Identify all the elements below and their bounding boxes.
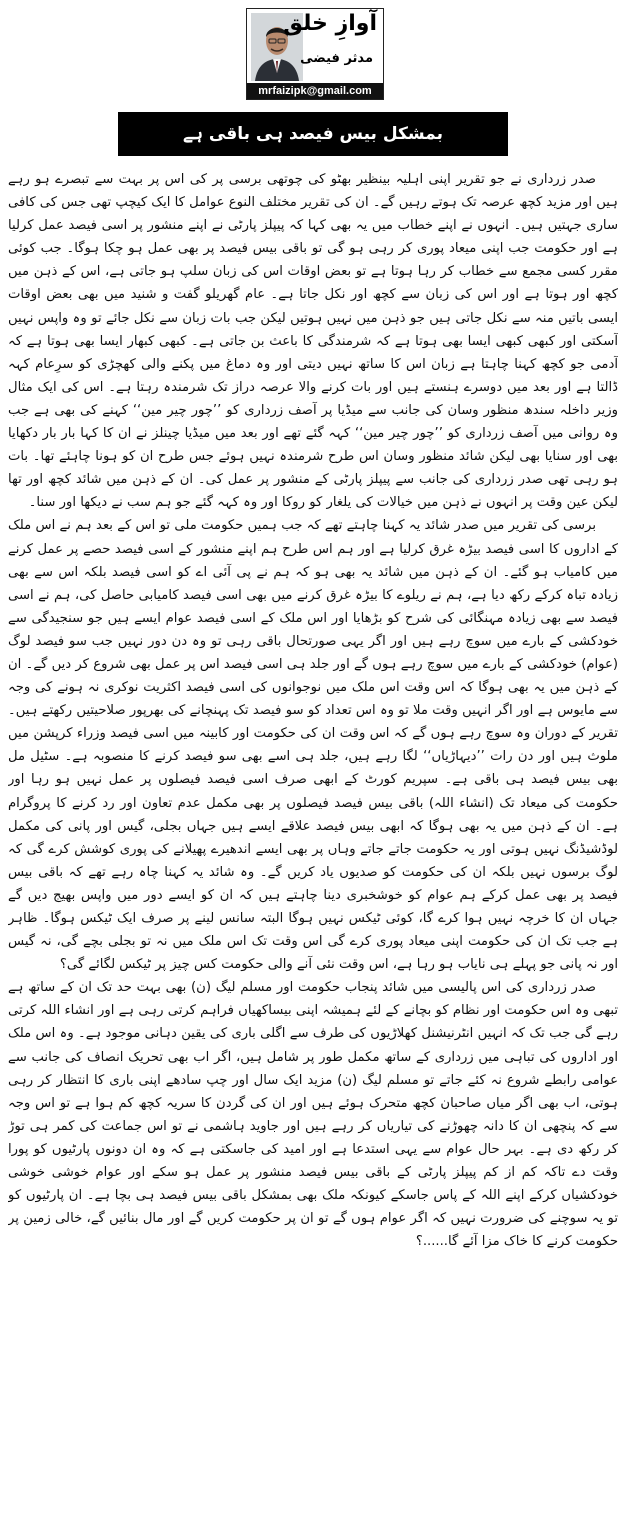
article-body bbox=[8, 168, 618, 1513]
column-header bbox=[246, 8, 384, 100]
paragraph: صدر زرداری کی اس پالیسی میں شائد پنجاب حکومت اور مسلم لیگ (ن) بھی بہت حد تک ان کے ساتھ ہے تبھی وہ اس حکومت اور نظام کو بچانے کے لئے ہمیشہ اپنی بیساکھیاں فراہم کرتی رہی ہے اور انشاء اللہ کرتی رہے گی جب تک کہ انہیں انٹرنیشنل کھلاڑیوں کی طرف سے اگلی باری کی یقین دہانی موجود ہے۔ وہ اس ملک اور اداروں کی تباہی میں زرداری کے ساتھ مکمل طور پر شامل ہیں، اگر اب بھی تحریک انصاف کی جانب سے عوامی رابطے شروع نہ کئے جاتے تو مسلم لیگ (ن) مزید ایک سال اور چپ سادھے اپنی باری کا انتظار کر رہی ہوتی، اب بھی اگر میاں صاحبان کچھ متحرک ہوئے ہیں اور ان کی گردن کا سریہ کچھ کم ہوا ہے تو اس وجہ سے کہ پنچھی ان کا دانہ چھوڑنے کی تیاریاں کر رہے ہیں اور جاوید ہاشمی نے تو اس جماعت کی کمر ہی توڑ کر رکھ دی ہے۔ بہر حال عوام سے یہی استدعا ہے اور امید کی جاسکتی ہے کہ وہ ان دونوں پارٹیوں کو پورا وقت دے تاکہ کم از کم پیپلز پارٹی کے باقی بیس فیصد منشور پر عمل ہو سکے اور عوام خوشی خوشی خودکشیاں کرکے اپنے اللہ کے پاس جاسکے کیونکہ ملک بھی بمشکل باقی بیس فیصد ہی بچا ہے۔ ان پارٹیوں کو تو یہ سوچنے کی ضرورت نہیں کہ اگر عوام ہوں گے تو ان پر حکومت کریں گے اور مال بنائیں گے، خالی زمین پر حکومت کرنے کا خاک مزا آئے گا......؟ bbox=[8, 980, 618, 1250]
paragraph: برسی کی تقریر میں صدر شائد یہ کہنا چاہتے تھے کہ جب ہمیں حکومت ملی تو اس کے بعد ہم نے اس ملک کے اداروں کا اسی فیصد بیڑہ غرق کرلیا ہے اور ہم اس طرح ہم اپنے منشور کے اسی فیصد حصے پر عمل کرنے میں کامیاب ہو گئے۔ ان کے ذہن میں شائد یہ بھی ہو کہ ہم نے پی آئی اے کو اسی فیصد بلکہ اس سے بھی زیادہ تباہ کرکے رکھ دیا ہے، ہم نے ریلوے کا بیڑہ غرق کرنے میں بھی اسی فیصد کامیابی حاصل کی، ہم نے اسی فیصد سے بھی زیادہ مہنگائی کی شرح کو بڑھایا اور اس ملک کے اسی فیصد عوام ایسے ہیں جو سنجیدگی سے خودکشی کے بارے میں سوچ رہے ہیں اور اگر یہی صورتحال باقی رہی تو وہ دن دور نہیں جب سو فیصد لوگ (عوام) خودکشی کے بارے میں سوچ رہے ہوں گے اور جلد ہی اسی فیصد اس پر عمل بھی شروع کر دیں گے۔ ان کے ذہن میں یہ بھی ہوگا کہ اس وقت اس ملک میں نوجوانوں کی اسی فیصد اکثریت نوکری نہ ہونے کی وجہ سے مایوس ہے اور اگر انہیں وقت ملا تو وہ اس تعداد کو سو فیصد تک پہنچانے کی بھرپور صلاحیتیں رکھتے ہیں۔ تقریر کے دوران وہ سوچ رہے ہوں گے کہ اس وقت ان کی حکومت اور کابینہ میں اسی فیصد وزراء کرپشن میں ملوث ہیں اور دن رات ’’دیہاڑیاں‘‘ لگا رہے ہیں، جلد ہی اسے بھی سو فیصد کرنے کا منصوبہ ہے۔ سٹیل مل بھی بیس فیصد ہی باقی ہے۔ سپریم کورٹ کے ابھی صرف اسی فیصد فیصلوں پر عمل نہیں ہو رہا اور حکومت کی میعاد تک (انشاء اللہ) باقی بیس فیصد فیصلوں پر بھی مکمل عدم تعاون اور رد کرنے کا پروگرام ہے۔ ان کے ذہن میں یہ بھی ہوگا کہ ابھی بیس فیصد علاقے ایسے ہیں جہاں بجلی، گیس اور پانی کی مکمل لوڈشیڈنگ نہیں ہوتی اور یہ حکومت جاتے جاتے وہاں پر بھی ایسے اندھیرے پھیلانے کی پوری کوشش کرے گی کہ لوگ برسوں نہیں بلکہ ان کی حکومت کو صدیوں یاد کریں گے۔ وہ شائد یہ کہنا چاہ رہے تھے کہ باقی بیس فیصد پر بھی عمل کرکے ہم عوام کو خوشخبری دینا چاہتے ہیں کہ ان کو ایسے دور میں واپس بھیج دیں گے جہاں ان کا خرچہ نہیں ہوا کرے گا، کوئی ٹیکس نہیں ہوگا البتہ سانس لینے پر صرف ایک ٹیکس ہوگا۔ ظاہر ہے جب تک ان کی حکومت اپنی میعاد پوری کرے گی اس وقت تک اس ملک میں نہ تو بجلی بچے گی، نہ گیس اور نہ پانی جو پہلے ہی نایاب ہو رہا ہے، اس وقت نئی آنے والی حکومت کس چیز پر ٹیکس لگائے گی؟ bbox=[8, 518, 618, 973]
headline: بمشکل بیس فیصد ہی باقی ہے bbox=[118, 112, 508, 156]
author-name: مدثر فیضی bbox=[300, 51, 373, 66]
column-title: آوازِ خلق bbox=[283, 11, 377, 36]
author-email[interactable]: mrfaizipk@gmail.com bbox=[247, 83, 383, 99]
paragraph: صدر زرداری نے جو تقریر اپنی اہلیہ بینظیر بھٹو کی چوتھی برسی پر کی اس پر بہت سے تبصرے ہو رہے ہیں اور مزید کچھ عرصہ تک ہوتے رہیں گے۔ ان کی تقریر مختلف النوع عوامل کا ایک کیچپ تھی جس کی کافی ساری جہتیں ہیں۔ انہوں نے اپنے خطاب میں یہ بھی کہا کہ پیپلز پارٹی نے اپنے منشور پر اسی فیصد عمل کرلیا ہے اور حکومت جب اپنی میعاد پوری کر رہی ہو گی تو باقی بیس فیصد پر بھی عمل ہو چکا ہوگا۔ جب کوئی مقرر کسی مجمع سے خطاب کر رہا ہوتا ہے تو بعض اوقات اس کی زبان سلپ ہو جاتی ہے، اس کے ذہن میں کچھ اور ہوتا ہے اور اس کی زبان سے کچھ اور نکل جاتا ہے۔ عام گھریلو گفت و شنید میں بھی بعض اوقات ایسی باتیں منہ سے نکل جاتی ہیں جو ذہن میں نہیں ہوتیں لیکن جب بات زبان سے نکل جائے تو وہ واپس نہیں آسکتی اور کبھی کبھی ایسا بھی ہوتا ہے کہ شرمندگی کا باعث بن جاتی ہے۔ کبھی کبھار ایسا بھی ہوتا ہے کہ آدمی جو کچھ کہنا چاہتا ہے زبان اس کا ساتھ نہیں دیتی اور وہ دماغ میں پکنے والی کھچڑی کو سرِعام کہہ ڈالتا ہے اور بعد میں دوسرے ہنستے ہیں اور بات کرنے والا عرصہ دراز تک شرمندہ رہتا ہے۔ اس کی ایک مثال وزیر داخلہ سندھ منظور وسان کی جانب سے میڈیا پر آصف زرداری کو ’’چور چیر مین‘‘ کہنے کی بھی ہے جب وہ روانی میں آصف زرداری کو ’’چور چیر مین‘‘ کہہ گئے تھے اور بعد میں میڈیا چینلز نے ان کا کہا بار بار دکھایا بھی اور سنایا بھی لیکن شائد منظور وسان اس طرح شرمندہ نہیں ہوئے جس طرح ان کو ہونا چاہئے تھا۔ بات ہو رہی تھی صدر زرداری کی جانب سے پیپلز پارٹی کے منشور پر عمل کی۔ ان کے ذہن میں شائد کچھ اور تھا لیکن عین وقت پر انہوں نے ذہن میں خیالات کی یلغار کو روکا اور وہ کہہ گئے جو ہم سب نے دیکھا اور سنا۔ bbox=[8, 172, 618, 511]
